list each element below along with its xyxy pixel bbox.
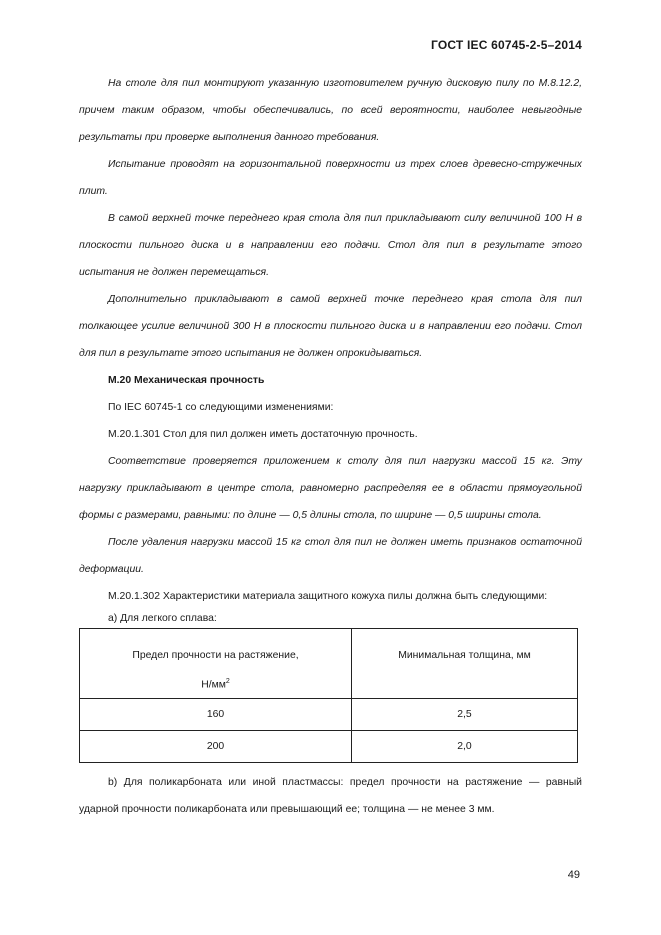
table-header-unit-superscript: 2 (225, 678, 230, 685)
table-row (80, 699, 578, 731)
paragraph-m20-1-302: М.20.1.302 Характеристики материала защитного кожуха пилы должна быть следующими: (108, 591, 548, 602)
paragraph-force-300n: Дополнительно прикладывают в самой верхней точке переднего края стола для пил толкающее усилие величиной 300 Н в плоскости пильного диска и в направлении его подачи. Стол для пил в результате этого испытания не должен опрокидываться. (79, 294, 582, 359)
document-body (79, 70, 582, 823)
paragraph-force-100n: В самой верхней точке переднего края стола для пил прикладывают силу величиной 100 Н в плоскости пильного диска и в направлении его подачи. Стол для пил в результате этого испытания не должен перемещаться. (79, 213, 582, 278)
paragraph-iec-reference: По IEC 60745-1 со следующими изменениями: (108, 402, 334, 413)
table-header-thickness-label: Минимальная толщина, мм (398, 650, 531, 661)
paragraph-test-surface: Испытание проводят на горизонтальной поверхности из трех слоев древесно-стружечных плит. (79, 159, 582, 197)
paragraph-saw-mounting: На столе для пил монтируют указанную изготовителем ручную дисковую пилу по М.8.12.2, причем таким образом, чтобы обеспечивались, по всей вероятности, наиболее невыгодные результаты при проверке выполнения данного требования. (79, 78, 582, 143)
table-header-strength-unit: Н/мм (201, 679, 226, 691)
table-header-strength (80, 629, 352, 699)
table-cell-strength: 200 (80, 731, 352, 763)
paragraph-deformation: После удаления нагрузки массой 15 кг стол для пил не должен иметь признаков остаточной деформации. (79, 537, 582, 575)
paragraph-polycarbonate: b) Для поликарбоната или иной пластмассы: предел прочности на растяжение — равный ударной прочности поликарбоната или превышающий ее; толщина — не менее 3 мм. (79, 777, 582, 816)
material-table (79, 628, 578, 763)
table-header-thickness (352, 629, 578, 699)
page-number: 49 (567, 869, 580, 881)
table-header-strength-label: Предел прочности на растяжение, (132, 650, 299, 661)
section-heading-m20: М.20 Механическая прочность (108, 375, 265, 386)
table-row (80, 731, 578, 763)
table-cell-strength: 160 (80, 699, 352, 731)
paragraph-load-test: Соответствие проверяется приложением к столу для пил нагрузки массой 15 кг. Эту нагрузку прикладывают в центре стола, равномерно распределяя ее в области прямоугольной формы с размерами, равными: по длине — 0,5 длины стола, по ширине — 0,5 ширины стола. (79, 456, 582, 521)
document-header: ГОСТ IEC 60745-2-5–2014 (430, 38, 582, 52)
table-cell-thickness: 2,5 (352, 699, 578, 731)
paragraph-m20-1-301: М.20.1.301 Стол для пил должен иметь достаточную прочность. (108, 429, 418, 440)
table-cell-thickness: 2,0 (352, 731, 578, 763)
paragraph-light-alloy: а) Для легкого сплава: (108, 613, 217, 624)
table-header-row (80, 629, 578, 699)
